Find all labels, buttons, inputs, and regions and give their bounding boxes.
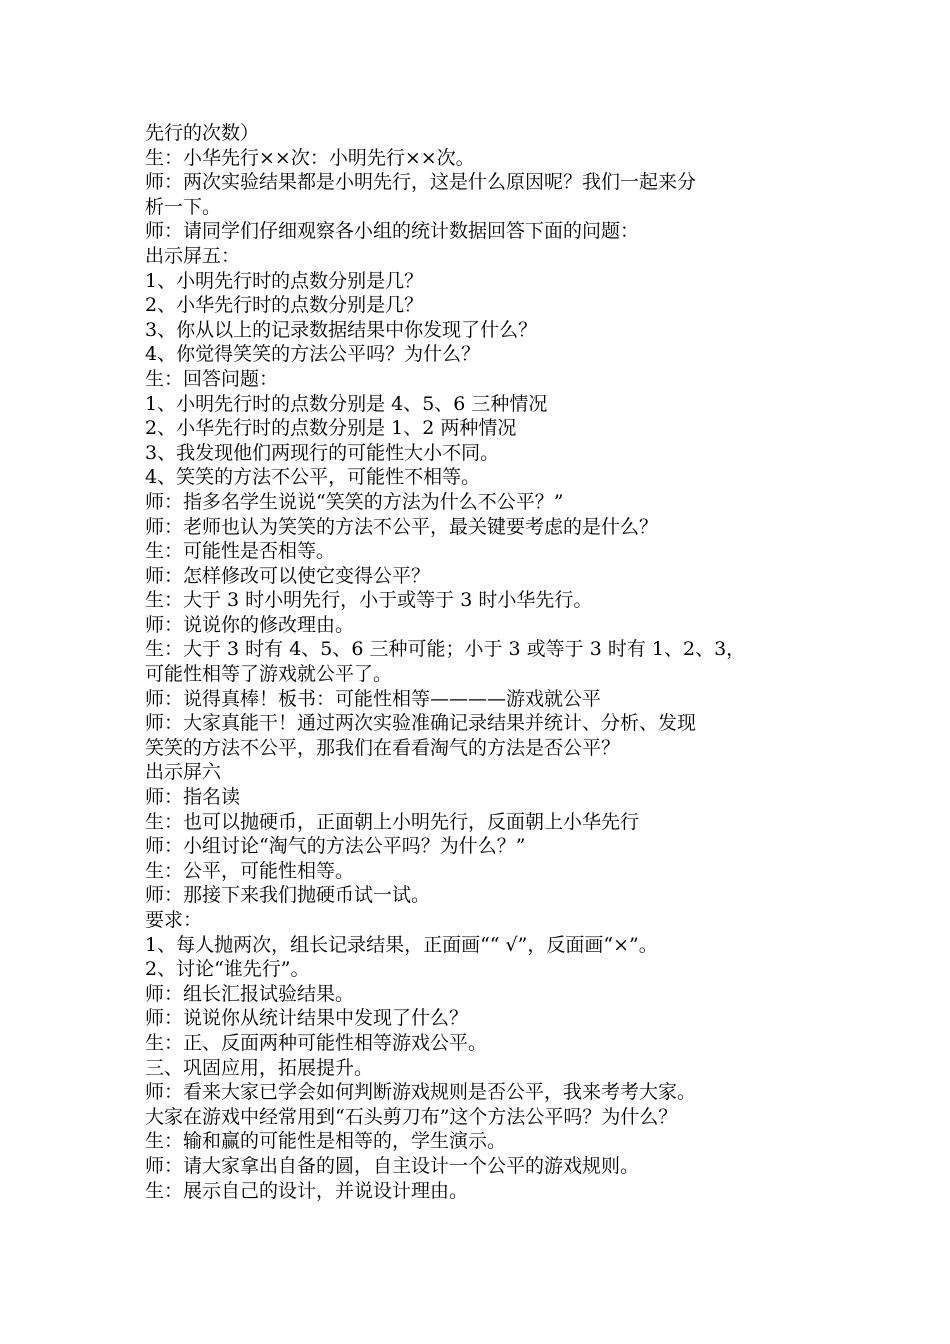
- text-line: 4、你觉得笑笑的方法公平吗？为什么？: [145, 343, 481, 366]
- text-line: 3、你从以上的记录数据结果中你发现了什么？: [145, 318, 538, 341]
- text-line: 师：请大家拿出自备的圆，自主设计一个公平的游戏规则。: [145, 1154, 640, 1177]
- text-line: 师：那接下来我们抛硬币试一试。: [145, 884, 431, 907]
- text-line: 师：老师也认为笑笑的方法不公平，最关键要考虑的是什么？: [145, 515, 659, 538]
- text-line: 大家在游戏中经常用到“石头剪刀布”这个方法公平吗？为什么？: [145, 1105, 678, 1128]
- text-line: 1、小明先行时的点数分别是几？: [145, 269, 424, 292]
- text-line: 生：大于 3 时有 4、5、6 三种可能；小于 3 或等于 3 时有 1、2、3，: [145, 638, 746, 661]
- text-line: 析一下。: [145, 195, 222, 218]
- text-line: 师：大家真能干！通过两次实验准确记录结果并统计、分析、发现: [145, 712, 697, 735]
- text-line: 可能性相等了游戏就公平了。: [145, 663, 393, 686]
- text-line: 师：说说你的修改理由。: [145, 613, 355, 636]
- text-line: 师：两次实验结果都是小明先行，这是什么原因呢？我们一起来分: [145, 171, 697, 194]
- text-line: 生：正、反面两种可能性相等游戏公平。: [145, 1031, 488, 1054]
- text-line: 师：看来大家已学会如何判断游戏规则是否公平，我来考考大家。: [145, 1081, 697, 1104]
- text-line: 生：可能性是否相等。: [145, 540, 336, 563]
- text-line: 2、小华先行时的点数分别是 1、2 两种情况: [145, 417, 517, 440]
- text-line: 2、小华先行时的点数分别是几？: [145, 294, 424, 317]
- text-line: 生：展示自己的设计，并说设计理由。: [145, 1179, 469, 1202]
- text-line: 生：回答问题：: [145, 367, 279, 390]
- text-line: 师：请同学们仔细观察各小组的统计数据回答下面的问题：: [145, 220, 640, 243]
- text-line: 师：小组讨论“淘气的方法公平吗？为什么？”: [145, 835, 526, 858]
- text-line: 出示屏六: [145, 761, 222, 784]
- text-line: 生：大于 3 时小明先行，小于或等于 3 时小华先行。: [145, 589, 593, 612]
- text-line: 师：指名读: [145, 786, 241, 809]
- text-line: 出示屏五：: [145, 244, 241, 267]
- text-line: 要求：: [145, 909, 203, 931]
- text-line: 1、小明先行时的点数分别是 4、5、6 三种情况: [145, 392, 548, 415]
- text-line: 先行的次数）: [145, 122, 260, 144]
- text-line: 2、讨论“谁先行”。: [145, 958, 310, 981]
- text-line: 师：指多名学生说说“笑笑的方法为什么不公平？”: [145, 490, 564, 513]
- text-line: 师：说说你从统计结果中发现了什么？: [145, 1007, 469, 1030]
- text-line: 三、巩固应用，拓展提升。: [145, 1056, 374, 1079]
- text-line: 师：组长汇报试验结果。: [145, 982, 355, 1005]
- text-line: 生：小华先行××次：小明先行××次。: [145, 146, 475, 169]
- text-line: 1、每人抛两次，组长记录结果，正面画““ √”，反面画“×”。: [145, 933, 658, 956]
- text-line: 生：也可以抛硬币，正面朝上小明先行，反面朝上小华先行: [145, 810, 640, 833]
- text-line: 生：输和赢的可能性是相等的，学生演示。: [145, 1130, 507, 1153]
- text-line: 生：公平，可能性相等。: [145, 859, 355, 882]
- text-line: 笑笑的方法不公平，那我们在看看淘气的方法是否公平？: [145, 736, 621, 759]
- document-body: [145, 121, 810, 1203]
- text-line: 4、笑笑的方法不公平，可能性不相等。: [145, 466, 481, 489]
- text-line: 师：怎样修改可以使它变得公平？: [145, 564, 431, 587]
- text-line: 师：说得真棒！板书：可能性相等————游戏就公平: [145, 687, 602, 710]
- text-line: 3、我发现他们两现行的可能性大小不同。: [145, 441, 500, 464]
